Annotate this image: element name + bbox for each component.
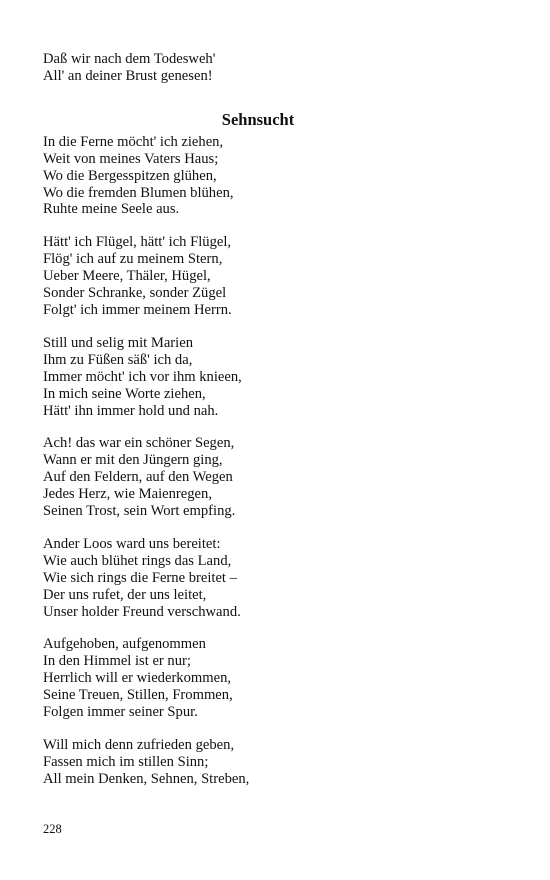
verse-line: Folgen immer seiner Spur. [43,704,198,721]
verse-line: Wo die fremden Blumen blühen, [43,184,234,201]
verse-line: Daß wir nach dem Todesweh' [43,51,216,67]
verse-line: Ihm zu Füßen säß' ich da, [43,351,193,368]
verse-line: Sonder Schranke, sonder Zügel [43,285,227,302]
verse-line: Auf den Feldern, auf den Wegen [43,469,233,486]
stanza-5 [43,536,513,621]
verse-line: Wo die Bergesspitzen glühen, [43,167,217,184]
verse-line: Aufgehoben, aufgenommen [43,636,206,653]
preceding-stanza-end [43,51,513,85]
verse-line: Seine Treuen, Stillen, Frommen, [43,687,233,704]
verse-line: Weit von meines Vaters Haus; [43,150,219,167]
verse-line: Immer möcht' ich vor ihm knieen, [43,368,242,385]
page-text [43,51,513,788]
verse-line: Der uns rufet, der uns leitet, [43,586,207,603]
verse-line: Hätt' ich Flügel, hätt' ich Flügel, [43,234,232,251]
page-number: 228 [43,822,62,836]
stanza-1 [43,134,513,219]
verse-line: Ander Loos ward uns bereitet: [43,535,221,552]
verse-line: Unser holder Freund verschwand. [43,603,241,620]
verse-line: In den Himmel ist er nur; [43,653,191,670]
verse-line: All mein Denken, Sehnen, Streben, [43,770,250,787]
stanza-7 [43,737,513,788]
verse-line: Jedes Herz, wie Maienregen, [43,486,212,503]
verse-line: All' an deiner Brust genesen! [43,67,213,84]
poem-title: Sehnsucht [221,109,295,129]
verse-line: Folgt' ich immer meinem Herrn. [43,301,232,318]
verse-line: Fassen mich im stillen Sinn; [43,753,209,770]
verse-line: Wie auch blühet rings das Land, [43,552,232,569]
stanza-4 [43,435,513,520]
verse-line: Still und selig mit Marien [43,334,193,351]
verse-line: Ach! das war ein schöner Segen, [43,435,235,452]
verse-line: Wann er mit den Jüngern ging, [43,452,223,469]
stanza-6 [43,636,513,721]
verse-line: Seinen Trost, sein Wort empfing. [43,503,236,520]
verse-line: Hätt' ihn immer hold und nah. [43,402,219,419]
verse-line: Herrlich will er wiederkommen, [43,670,232,687]
verse-line: Flög' ich auf zu meinem Stern, [43,251,223,268]
stanza-3 [43,335,513,420]
verse-line: Ueber Meere, Thäler, Hügel, [43,268,211,285]
verse-line: Wie sich rings die Ferne breitet – [43,569,237,586]
verse-line: Will mich denn zufrieden geben, [43,737,235,753]
stanza-2 [43,234,513,319]
verse-line: In die Ferne möcht' ich ziehen, [43,133,224,150]
verse-line: In mich seine Worte ziehen, [43,385,206,402]
verse-line: Ruhte meine Seele aus. [43,201,180,218]
